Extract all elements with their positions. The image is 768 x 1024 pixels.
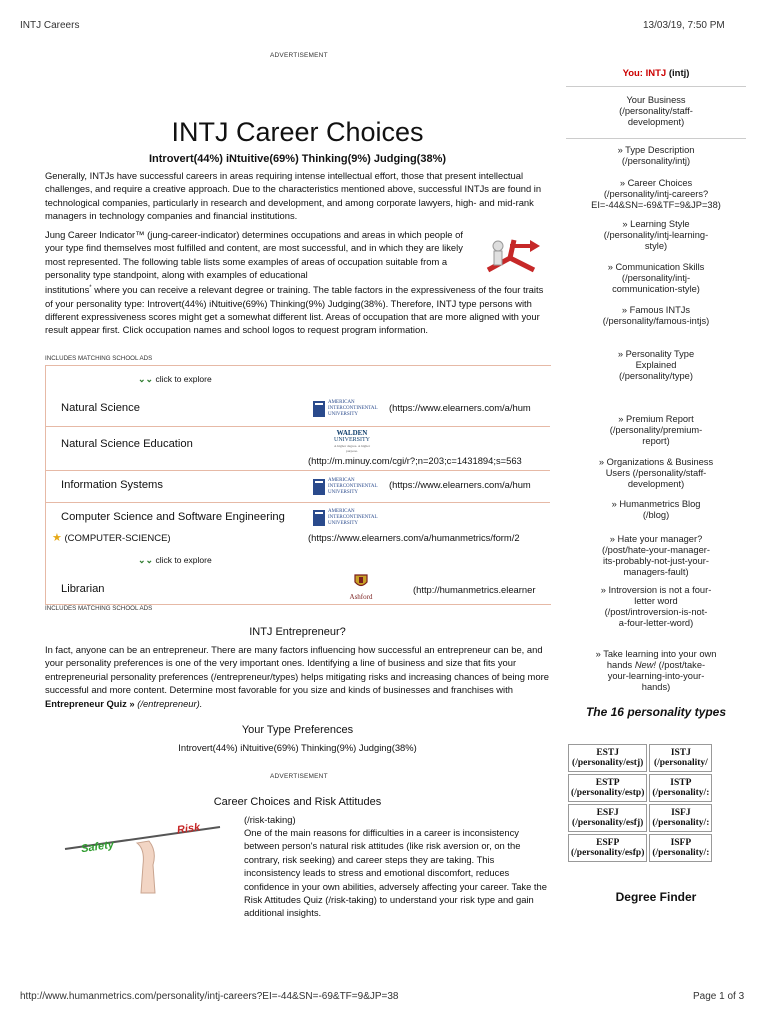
advertisement-label: ADVERTISEMENT: [270, 773, 328, 780]
sidebar-item-career-choices[interactable]: » Career Choices (/personality/intj-careers? EI=-44&SN=-69&TF=9&JP=38): [591, 178, 721, 210]
ashford-logo[interactable]: [346, 573, 376, 601]
take-learning-url: (/post/take- your-learning-into-your- hands): [607, 660, 706, 692]
sidebar-item-blog[interactable]: » Humanmetrics Blog (/blog): [611, 499, 701, 520]
type-cell[interactable]: [568, 774, 647, 802]
occupation-link[interactable]: Information Systems: [61, 479, 163, 491]
sidebar-divider: [566, 138, 746, 139]
type-url: (/personality/:: [652, 818, 710, 828]
sidebar-item-hate-manager[interactable]: » Hate your manager? (/post/hate-your-manager- its-probably-not-just-your- managers-fault): [602, 534, 710, 577]
types-row: [568, 834, 712, 862]
type-code: ESFP: [596, 838, 620, 848]
sidebar-item-take-learning[interactable]: [566, 638, 746, 693]
type-cell[interactable]: [649, 834, 712, 862]
type-url: (/personality/: [653, 758, 708, 768]
page-title: INTJ Career Choices: [171, 117, 424, 147]
type-code: ESTP: [595, 778, 620, 788]
personality-types-heading: The 16 personality types: [585, 705, 727, 719]
career-crossroads-illustration: [480, 230, 542, 280]
occupation-table: [45, 365, 551, 605]
entrepreneur-heading: INTJ Entrepreneur?: [249, 626, 346, 638]
type-code: ISTP: [670, 778, 692, 788]
table-row: [46, 502, 550, 547]
type-preferences-heading: Your Type Preferences: [241, 724, 354, 736]
type-cell[interactable]: [568, 804, 647, 832]
type-url: (/personality/estj): [572, 758, 644, 768]
sidebar-item-type-explained[interactable]: » Personality Type Explained (/personality/type): [617, 349, 695, 381]
type-cell[interactable]: [568, 834, 647, 862]
walden-logo[interactable]: [332, 429, 372, 454]
chevron-down-icon: ⌄⌄: [138, 374, 154, 384]
program-url[interactable]: (https://www.elearners.com/a/humanmetrics/form/2: [308, 532, 520, 543]
aiu-logo-line: AMERICAN: [328, 509, 355, 514]
personality-types-table: [566, 742, 768, 864]
program-url[interactable]: (https://www.elearners.com/a/hum: [389, 479, 531, 490]
type-url: (/personality/esfp): [571, 848, 645, 858]
click-to-explore-label: click to explore: [155, 374, 212, 384]
institutions-text[interactable]: institutions: [45, 284, 90, 296]
jung-text-1: Jung Career Indicator™ (jung-career-indicator) determines occupations and areas in which people of your type find themselves most fulfilled and content, are most successful, and in which they are likely most represented. The following table lists some examples of areas of occupation suitable from a personality type standpoint, along with examples of educational: [45, 229, 463, 281]
entrepreneur-url[interactable]: (/entrepreneur).: [134, 697, 203, 709]
table-row: [46, 390, 550, 426]
footer-url: http://www.humanmetrics.com/personality/intj-careers?EI=-44&SN=-69&TF=9&JP=38: [20, 991, 399, 1002]
type-url: (/personality/:: [652, 788, 710, 798]
new-badge: New!: [634, 660, 656, 670]
take-learning-text: » Take learning into your own hands: [595, 649, 717, 670]
risk-safety-illustration: [45, 815, 235, 895]
your-type-code[interactable]: (intj): [668, 68, 690, 79]
walden-logo-line: WALDEN: [336, 429, 368, 437]
aiu-logo-line: UNIVERSITY: [328, 412, 358, 417]
aiu-logo-line: INTERCONTINENTAL: [328, 406, 378, 411]
intro-paragraph: Generally, INTJs have successful careers in areas requiring intense intellectual effort, those that present intellectual challenges, and require a creative approach. Due to the characteristics mentioned above, successful INTJs are found in technological companies, particularly in research and development, and among corporate lawyers, high- and mid-rank managers in technology companies and financial institutions.: [45, 170, 542, 222]
school-ads-note-top: INCLUDES MATCHING SCHOOL ADS: [45, 355, 153, 362]
aiu-logo-line: UNIVERSITY: [328, 490, 358, 495]
aiu-logo-line: INTERCONTINENTAL: [328, 484, 378, 489]
document-title: INTJ Careers: [20, 20, 80, 31]
occupation-link[interactable]: Computer Science and Software Engineering: [61, 511, 285, 523]
sidebar-your-type: [566, 68, 746, 79]
sidebar-item-learning-style[interactable]: » Learning Style (/personality/intj-learning- style): [603, 219, 709, 251]
occupation-link[interactable]: Librarian: [61, 583, 105, 595]
walden-logo-tagline: A higher degree. A higher purpose.: [333, 444, 371, 453]
sidebar-item-famous-intjs[interactable]: » Famous INTJs (/personality/famous-intjs): [602, 305, 710, 326]
jung-paragraph-1: [45, 228, 475, 282]
page-number: Page 1 of 3: [693, 991, 745, 1002]
safety-label: Safety: [80, 838, 115, 856]
type-url: (/personality/estp): [571, 788, 645, 798]
type-preferences-values: Introvert(44%) iNtuitive(69%) Thinking(9%) Judging(38%): [178, 742, 417, 753]
types-row: [568, 744, 712, 772]
table-row: [46, 470, 550, 503]
occupation-link[interactable]: Natural Science: [61, 402, 140, 414]
occupation-tag: [52, 531, 171, 544]
ashford-logo-text: Ashford: [349, 593, 373, 601]
types-row: [568, 804, 712, 832]
type-code: ESFJ: [596, 808, 619, 818]
risk-heading: Career Choices and Risk Attitudes: [213, 796, 382, 808]
entrepreneur-paragraph: [45, 643, 550, 710]
types-row: [568, 774, 712, 802]
jung-paragraph-2: institutions* where you can receive a relevant degree or training. The table factors in the expressiveness of the four traits of your personality type: Introvert(44%) iNtuitive(69%) Thinking(9%) Judging(38%). Therefore, INTJ type persons with different expressiveness scores might get a somewhat different list. Areas of occupation that are more aligned with your result appear first. Click occupation names and school logos to request program information.: [45, 284, 544, 336]
click-to-explore-2[interactable]: [138, 555, 212, 566]
program-url[interactable]: (https://www.elearners.com/a/hum: [389, 402, 531, 413]
school-ads-note-bottom: INCLUDES MATCHING SCHOOL ADS: [45, 605, 153, 612]
aiu-logo[interactable]: [312, 476, 378, 498]
risk-link[interactable]: (/risk-taking): [244, 814, 296, 825]
type-cell[interactable]: [649, 744, 712, 772]
print-datetime: 13/03/19, 7:50 PM: [643, 20, 725, 31]
type-code: ISFP: [670, 838, 692, 848]
occupation-tag-label[interactable]: (COMPUTER-SCIENCE): [64, 533, 171, 544]
program-url[interactable]: (http://m.minuy.com/cgi/r?;n=203;c=1431894;s=563: [308, 455, 522, 466]
type-url: (/personality/esfj): [572, 818, 644, 828]
walden-logo-line: UNIVERSITY: [334, 437, 370, 443]
occupation-link[interactable]: Natural Science Education: [61, 438, 193, 450]
table-row: [46, 571, 550, 604]
risk-label: Risk: [176, 821, 201, 837]
table-row: [46, 426, 550, 471]
type-code: ESTJ: [596, 748, 620, 758]
sidebar-item-communication-skills[interactable]: » Communication Skills (/personality/intj- communication-style): [607, 262, 705, 294]
risk-paragraph: One of the main reasons for difficulties in a career is inconsistency between person's natural risk attitudes (like risk aversion or, on the contrary, risk seeking) and career steps they are taking. This inconsistency leads to stress and emotional discomfort, reduces confidence in your own abilities, adversely affecting your career. Take the Risk Attitudes Quiz (/risk-taking) to understand your risk type and gain additional insights.: [244, 827, 547, 919]
click-to-explore-1[interactable]: [138, 374, 212, 385]
aiu-logo-line: AMERICAN: [328, 478, 355, 483]
your-type-label: You: INTJ: [622, 68, 667, 79]
program-url[interactable]: (http://humanmetrics.elearner: [413, 584, 536, 595]
type-cell[interactable]: [568, 744, 647, 772]
sidebar-item-introversion[interactable]: » Introversion is not a four- letter word (/post/introversion-is-not- a-four-letter-word): [600, 585, 712, 628]
aiu-logo-line: UNIVERSITY: [328, 521, 358, 526]
aiu-logo[interactable]: [312, 398, 378, 420]
type-cell[interactable]: [649, 804, 712, 832]
chevron-down-icon: ⌄⌄: [138, 555, 154, 565]
advertisement-label: ADVERTISEMENT: [270, 52, 328, 59]
type-code: ISFJ: [671, 808, 691, 818]
entrepreneur-text: In fact, anyone can be an entrepreneur. There are many factors influencing how successful an entrepreneur can be, and your personality preferences is one of the very important ones. Identifying a line of business and size that fits your entrepreneurial personality preferences (/entrepreneur/types) helps mitigating risks and increasing chances of being more successful and more content. Determine most favorable for you size and kinds of businesses and franchises with: [45, 644, 549, 696]
type-url: (/personality/:: [652, 848, 710, 858]
sidebar-item-organizations[interactable]: » Organizations & Business Users (/personality/staff- development): [598, 457, 714, 489]
sidebar-item-your-business[interactable]: Your Business (/personality/staff- development): [619, 95, 693, 127]
sidebar-item-type-description[interactable]: » Type Description (/personality/intj): [617, 145, 695, 166]
type-code: ISTJ: [670, 748, 691, 758]
sidebar-item-premium-report[interactable]: » Premium Report (/personality/premium- report): [609, 414, 703, 446]
type-cell[interactable]: [649, 774, 712, 802]
sidebar-divider: [566, 86, 746, 87]
star-icon: ★: [52, 532, 62, 544]
click-to-explore-label: click to explore: [155, 555, 212, 565]
aiu-logo[interactable]: [312, 507, 378, 529]
jung-text-2: where you can receive a relevant degree or training. The table factors in the expressiveness of the four traits of your personality type: Introvert(44%) iNtuitive(69%) Thinking(9%) Judging(38%). Therefore, INTJ type persons with different expressiveness scores might get a somewhat different list. Areas of occupation that are more aligned with your result appear first. Click occupation names and school logos to request program information.: [45, 284, 544, 336]
aiu-logo-line: AMERICAN: [328, 400, 355, 405]
entrepreneur-quiz-link[interactable]: Entrepreneur Quiz »: [45, 697, 135, 709]
aiu-logo-line: INTERCONTINENTAL: [328, 515, 378, 520]
degree-finder-heading: Degree Finder: [615, 890, 697, 904]
page-subtitle: Introvert(44%) iNtuitive(69%) Thinking(9%) Judging(38%): [148, 153, 447, 165]
